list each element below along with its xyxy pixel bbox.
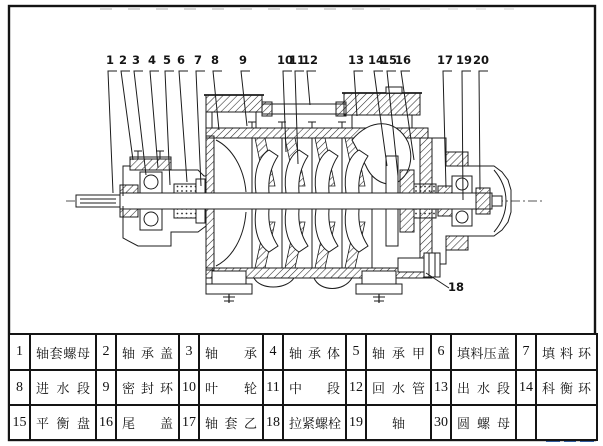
parts-row-2 [9,370,597,405]
part-name: 轴套乙 [199,405,263,440]
part-no: 10 [179,370,199,405]
parts-table [8,333,598,441]
part-no: 3 [179,334,199,370]
callout-6: 6 [176,53,186,67]
callout-1: 1 [105,53,115,67]
part-no: 14 [516,370,536,405]
part-no: 12 [346,370,366,405]
part-no: 6 [431,334,451,370]
part-no: 30 [431,405,451,440]
part-no: 7 [516,334,536,370]
part-no: 17 [179,405,199,440]
part-name: 轴 [366,405,431,440]
callout-19: 19 [455,53,473,67]
callout-3: 3 [131,53,141,67]
part-name: 填料压盖 [451,334,516,370]
part-no: 8 [9,370,30,405]
part-name: 圆螺母 [451,405,516,440]
part-no: 1 [9,334,30,370]
part-name: 出水段 [451,370,516,405]
part-name: 密封环 [116,370,179,405]
callout-5: 5 [162,53,172,67]
part-no: 19 [346,405,366,440]
part-name: 叶轮 [199,370,263,405]
part-no: 11 [263,370,283,405]
pump-cross-section-drawing [66,87,543,303]
callout-11: 11 [288,53,306,67]
part-name: 尾盖 [116,405,179,440]
parts-row-3 [9,405,597,440]
callout-10: 10 [276,53,294,67]
part-no: 16 [96,405,116,440]
part-no: 4 [263,334,283,370]
part-no: 2 [96,334,116,370]
part-no: 15 [9,405,30,440]
part-name: 填料环 [536,334,597,370]
part-no: 13 [431,370,451,405]
part-name: 回水管 [366,370,431,405]
part-no: 9 [96,370,116,405]
part-name: 中段 [283,370,346,405]
callout-16: 16 [394,53,412,67]
callout-15: 15 [380,53,398,67]
part-no: 5 [346,334,366,370]
part-name: 轴承体 [283,334,346,370]
part-name: 轴承甲 [366,334,431,370]
callout-8: 8 [210,53,220,67]
part-name: 轴套螺母 [30,334,96,370]
parts-row-1 [9,334,597,370]
part-no [516,405,536,440]
part-name: 拉紧螺栓 [283,405,346,440]
part-name: 平衡盘 [30,405,96,440]
callout-7: 7 [193,53,203,67]
callout-18: 18 [447,280,465,294]
part-name: 轴承 [199,334,263,370]
part-name: 轴承盖 [116,334,179,370]
callout-17: 17 [436,53,454,67]
callout-14: 14 [367,53,385,67]
callout-20: 20 [472,53,490,67]
part-name [536,405,597,440]
part-name: 进水段 [30,370,96,405]
callout-2: 2 [118,53,128,67]
return-pipe [262,102,346,116]
callout-9: 9 [238,53,248,67]
part-no: 18 [263,405,283,440]
callout-12: 12 [301,53,319,67]
part-name: 科衡环 [536,370,597,405]
callout-13: 13 [347,53,365,67]
callout-4: 4 [147,53,157,67]
shaft [76,193,502,209]
